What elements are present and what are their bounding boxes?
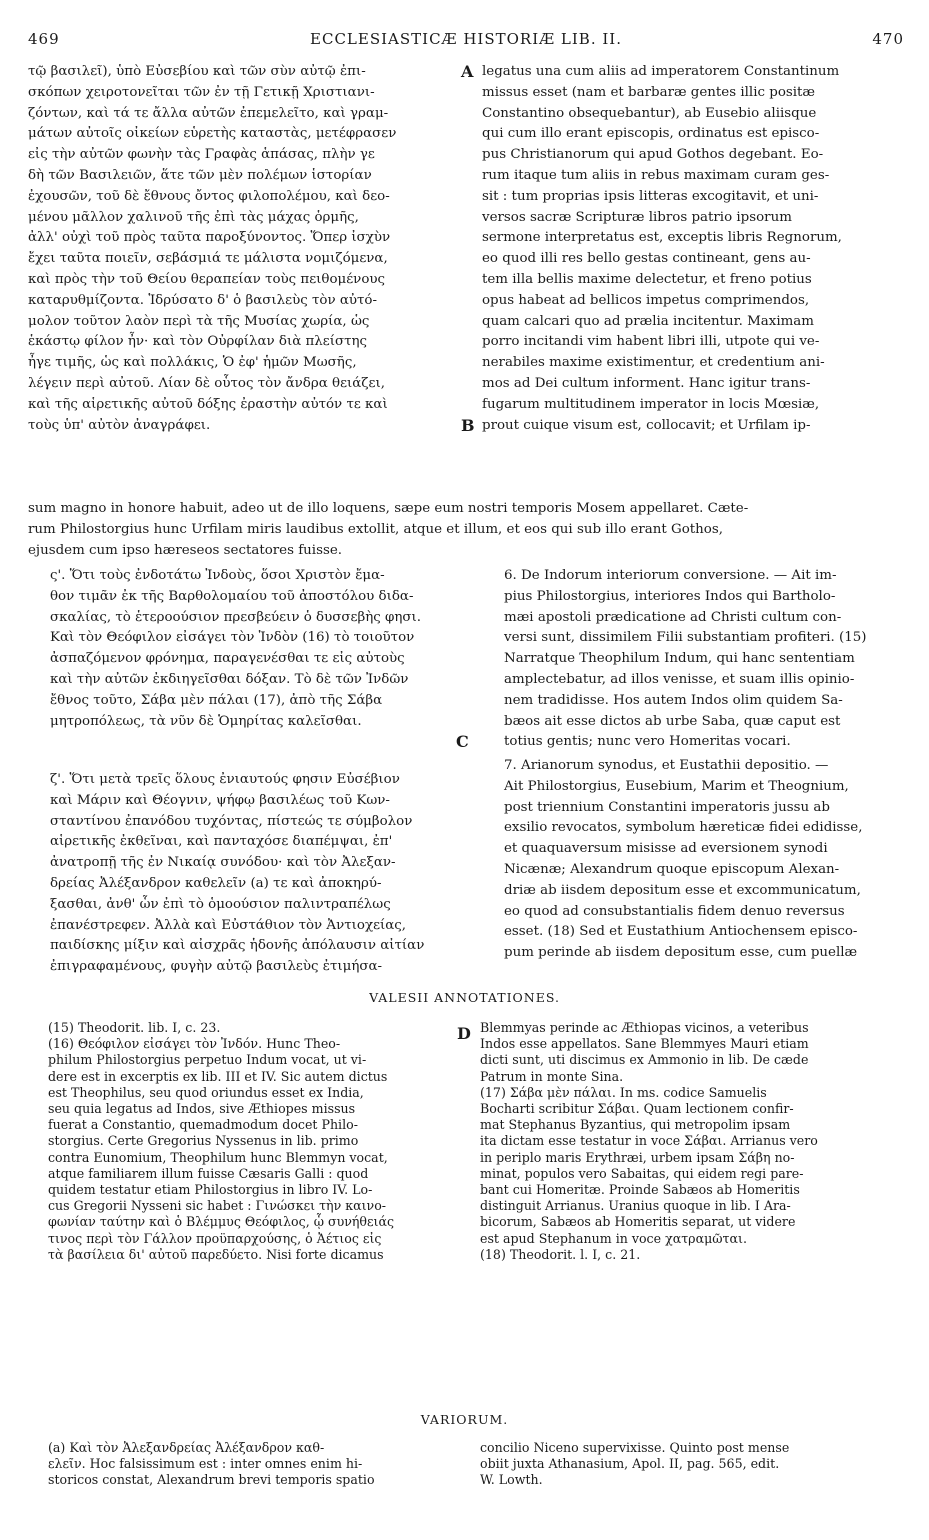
text-line: nem tradidisse. Hos autem Indos olim quidem Sa- — [504, 692, 843, 708]
text-line: dere est in excerptis ex lib. III et IV. Sic autem dictus — [48, 1068, 388, 1084]
text-line: sermone interpretatus est, exceptis libris Regnorum, — [482, 230, 842, 246]
text-line: dicti sunt, uti discimus ex Ammonio in lib. De cæde — [480, 1052, 809, 1068]
page-number-right: 470 — [872, 30, 904, 48]
text-line: rum Philostorgius hunc Urfilam miris laudibus extollit, atque et illum, et eos qui sub illo erant Gothos, — [28, 521, 723, 537]
text-line: αἱρετικῆς ἐκθεῖναι, καὶ πανταχόσε διαπέμψαι, ἐπ' — [50, 834, 393, 850]
text-line: est apud Stephanum in voce χατραμῶται. — [480, 1230, 747, 1246]
text-line: et quaquaversum misisse ad eversionem synodi — [504, 841, 828, 857]
text-line: Καὶ τὸν Θεόφιλον εἰσάγει τὸν Ἰνδὸν (16) τὸ τοιοῦτον — [50, 630, 415, 646]
margin-letter-d: D — [457, 1024, 471, 1043]
text-line: Indos esse appellatos. Sane Blemmyes Mauri etiam — [480, 1036, 809, 1052]
text-line: quidem testatur etiam Philostorgius in libro IV. Lo- — [48, 1182, 373, 1198]
text-line: prout cuique visum est, collocavit; et Urfilam ip- — [482, 417, 811, 433]
text-line: δὴ τῶν Βασιλειῶν, ἅτε τῶν μὲν πολέμων ἱστορίαν — [28, 167, 372, 183]
text-line: fugarum multitudinem imperator in locis Mœsiæ, — [482, 396, 820, 412]
text-line: (17) Σάβα μὲν πάλαι. In ms. codice Samuelis — [480, 1084, 767, 1100]
text-line: W. Lowth. — [480, 1472, 543, 1488]
text-line: ἀσπαζόμενον φρόνημα, παραγενέσθαι τε εἰς αὐτοὺς — [50, 651, 405, 667]
text-line: versos sacræ Scripturæ libros patrio ipsorum — [482, 209, 792, 225]
text-line: σκαλίας, τὸ ἑτεροούσιον πρεσβεύειν ὁ δυσσεβὴς φησι. — [50, 609, 422, 625]
text-line: pus Christianorum qui apud Gothos degebant. Eo- — [482, 147, 824, 163]
text-line: 7. Arianorum synodus, et Eustathii depositio. — — [504, 758, 829, 773]
text-line: σκόπων χειροτονεῖται τῶν ἐν τῇ Γετικῇ Χριστιανι- — [28, 84, 375, 100]
text-line: cus Gregorii Nysseni sic habet : Γινώσκει τὴν καινο- — [48, 1198, 387, 1214]
greek-column-top — [28, 62, 456, 436]
text-line: exsilio revocatos, symbolum hæreticæ fidei edidisse, — [504, 820, 863, 836]
text-line: τινος περὶ τὸν Γάλλον προϋπαρχούσης, ὁ Ἀέτιος εἰς — [48, 1230, 382, 1246]
text-line: versi sunt, dissimilem Filii substantiam profiteri. (15) — [504, 630, 867, 646]
text-line: καταρυθμίζοντα. Ἱδρύσατο δ' ὁ βασιλεὺς τὸν αὐτό- — [28, 292, 378, 308]
text-line: Nicænæ; Alexandrum quoque episcopum Alexan- — [504, 861, 840, 877]
text-line: concilio Niceno supervixisse. Quinto post mense — [480, 1440, 790, 1455]
text-line: καὶ πρὸς τὴν τοῦ Θείου θεραπείαν τοὺς πειθομένους — [28, 271, 386, 287]
greek-section-7 — [28, 770, 456, 978]
text-line: pum perinde ab iisdem depositum esse, cum puellæ — [504, 945, 858, 961]
text-line: μάτων αὐτοῖς οἰκείων εὑρετὴς καταστὰς, μετέφρασεν — [28, 126, 397, 142]
text-line: ξασθαι, ἀνθ' ὧν ἐπὶ τὸ ὁμοούσιον παλιντραπέλως — [50, 896, 391, 912]
text-line: ejusdem cum ipso hæreseos sectatores fuisse. — [28, 542, 343, 558]
text-line: sit : tum proprias ipsis litteras excogitavit, et uni- — [482, 188, 819, 204]
text-line: λέγειν περὶ αὐτοῦ. Λίαν δὲ οὗτος τὸν ἄνδρα θειάζει, — [28, 375, 386, 391]
text-line: Ait Philostorgius, Eusebium, Marim et Theognium, — [504, 778, 849, 794]
latin-section-7 — [482, 756, 904, 964]
text-line: ἦγε τιμῆς, ὡς καὶ πολλάκις, Ὁ ἐφ' ἡμῶν Μωσῆς, — [28, 355, 357, 371]
text-line: Patrum in monte Sina. — [480, 1068, 624, 1084]
text-line: sum magno in honore habuit, adeo ut de illo loquens, sæpe eum nostri temporis Mosem appellaret. Cæte- — [28, 501, 749, 516]
text-line: mat Stephanus Byzantius, qui metropolim ipsam — [480, 1117, 791, 1133]
text-line: (15) Theodorit. lib. I, c. 23. — [48, 1020, 221, 1035]
variorum-heading: VARIORUM. — [420, 1412, 509, 1427]
text-line: seu quia legatus ad Indos, sive Æthiopes missus — [48, 1101, 356, 1117]
text-line: philum Philostorgius perpetuo Indum vocat, ut vi- — [48, 1052, 367, 1068]
text-line: est Theophilus, seu quod oriundus esset ex India, — [48, 1084, 364, 1100]
text-line: ἐπανέστρεφεν. Ἀλλὰ καὶ Εὐστάθιον τὸν Ἀντιοχείας, — [50, 917, 407, 933]
text-line: εἰς τὴν αὐτῶν φωνὴν τὰς Γραφὰς ἁπάσας, πλὴν γε — [28, 147, 375, 163]
variorum-left-column — [48, 1440, 454, 1489]
text-line: μένου μᾶλλον χαλινοῦ τῆς ἐπὶ τὰς μάχας ὁρμῆς, — [28, 209, 359, 225]
text-line: σταντίνου ἐπανόδου τυχόντας, πίστεώς τε σύμβολον — [50, 813, 413, 829]
latin-section-6 — [482, 566, 904, 753]
text-line: tem illa bellis maxime delectetur, et freno potius — [482, 271, 812, 287]
full-width-paragraph — [28, 499, 904, 561]
text-line: μολον τοῦτον λαὸν περὶ τὰ τῆς Μυσίας χωρία, ὡς — [28, 313, 370, 329]
margin-letter-a: A — [461, 62, 474, 81]
text-line: καὶ τὴν αὐτῶν ἐκδιηγεῖσθαι δόξαν. Τὸ δὲ τῶν Ἰνδῶν — [50, 671, 409, 687]
text-line: ἑκάστῳ φίλον ἦν· καὶ τὸν Οὐρφίλαν διὰ πλείστης — [28, 334, 368, 350]
text-line: καὶ Μάριν καὶ Θέογνιν, ψήφῳ βασιλέως τοῦ Κων- — [50, 792, 390, 808]
text-line: totius gentis; nunc vero Homeritas vocari. — [504, 734, 791, 750]
text-line: pius Philostorgius, interiores Indos qui Bartholo- — [504, 588, 836, 604]
text-line: (a) Καὶ τὸν Ἀλεξανδρείας Ἀλέξανδρον καθ- — [48, 1440, 325, 1455]
text-line: καὶ τῆς αἱρετικῆς αὐτοῦ δόξης ἐραστὴν αὐτόν τε καὶ — [28, 396, 388, 412]
text-line: bant cui Homeritæ. Proinde Sabæos ab Homeritis — [480, 1182, 800, 1198]
text-line: porro incitandi vim habent libri illi, utpote qui ve- — [482, 334, 820, 350]
text-line: post triennium Constantini imperatoris jussu ab — [504, 799, 830, 815]
text-line: legatus una cum aliis ad imperatorem Constantinum — [482, 64, 840, 79]
annotations-heading: VALESII ANNOTATIONES. — [369, 990, 560, 1005]
text-line: driæ ab iisdem depositum esse et excommunicatum, — [504, 882, 861, 898]
text-line: distinguit Arrianus. Uranius quoque in lib. I Ara- — [480, 1198, 791, 1214]
text-line: δρείας Ἀλέξανδρον καθελεῖν (a) τε καὶ ἀποκηρύ- — [50, 875, 382, 891]
text-line: eo quod illi res bello gestas contineant, gens au- — [482, 251, 811, 267]
annotations-right-column — [480, 1020, 904, 1263]
text-line: θον τιμᾶν ἐκ τῆς Βαρθολομαίου τοῦ ἀποστόλου διδα- — [50, 588, 414, 604]
text-line: bicorum, Sabæos ab Homeritis separat, ut videre — [480, 1214, 796, 1230]
text-line: ελεῖν. Hoc falsissimum est : inter omnes enim hi- — [48, 1456, 363, 1472]
greek-section-6 — [28, 566, 456, 732]
text-line: eo quod ad consubstantialis fidem denuo reversus — [504, 903, 845, 919]
text-line: φωνίαν ταύτην καὶ ὁ Βλέμμυς Θεόφιλος, ᾧ συνήθειάς — [48, 1214, 395, 1230]
text-line: storgius. Certe Gregorius Nyssenus in lib. primo — [48, 1133, 359, 1149]
text-line: ἐπιγραφαμένους, φυγὴν αὐτῷ βασιλεὺς ἐτιμήσα- — [50, 959, 383, 975]
text-line: ζ'. Ὅτι μετὰ τρεῖς ὅλους ἐνιαυτούς φησιν Εὐσέβιον — [50, 772, 400, 787]
text-line: ἔχει ταῦτα ποιεῖν, σεβάσμιά τε μάλιστα νομιζόμενα, — [28, 251, 388, 267]
text-line: opus habeat ad bellicos impetus comprimendos, — [482, 292, 810, 308]
text-line: fuerat a Constantio, quemadmodum docet Philo- — [48, 1117, 358, 1133]
text-line: Blemmyas perinde ac Æthiopas vicinos, a veteribus — [480, 1020, 809, 1035]
text-line: τοὺς ὑπ' αὐτὸν ἀναγράφει. — [28, 417, 211, 433]
latin-column-top — [482, 62, 904, 436]
text-line: ἀλλ' οὐχὶ τοῦ πρὸς ταῦτα παροξύνοντος. Ὅπερ ἰσχὺν — [28, 230, 391, 246]
text-line: (18) Theodorit. l. I, c. 21. — [480, 1246, 641, 1262]
text-line: Bocharti scribitur Σάβαι. Quam lectionem confir- — [480, 1101, 794, 1117]
text-line: τὰ βασίλεια δι' αὐτοῦ παρεδύετο. Nisi forte dicamus — [48, 1246, 384, 1262]
text-line: τῷ βασιλεῖ), ὑπὸ Εὐσεβίου καὶ τῶν σὺν αὐτῷ ἐπι- — [28, 64, 366, 79]
text-line: ζόντων, καὶ τά τε ἄλλα αὐτῶν ἐπεμελεῖτο, καὶ γραμ- — [28, 105, 389, 121]
text-line: mæi apostoli prædicatione ad Christi cultum con- — [504, 609, 842, 625]
text-line: μητροπόλεως, τὰ νῦν δὲ Ὁμηρίτας καλεῖσθαι. — [50, 713, 362, 729]
text-line: quam calcari quo ad prælia incitentur. Maximam — [482, 313, 814, 329]
text-line: atque familiarem illum fuisse Cæsaris Galli : quod — [48, 1165, 369, 1181]
text-line: ἐχουσῶν, τοῦ δὲ ἔθνους ὄντος φιλοπολέμου, καὶ δεο- — [28, 188, 390, 204]
variorum-right-column — [480, 1440, 904, 1489]
text-line: ἔθνος τοῦτο, Σάβα μὲν πάλαι (17), ἀπὸ τῆς Σάβα — [50, 692, 383, 708]
text-line: bæos ait esse dictos ab urbe Saba, quæ caput est — [504, 713, 841, 729]
text-line: storicos constat, Alexandrum brevi temporis spatio — [48, 1472, 375, 1488]
text-line: Constantino obsequebantur), ab Eusebio aliisque — [482, 105, 817, 121]
text-line: in periplo maris Erythræi, urbem ipsam Σάβη no- — [480, 1149, 795, 1165]
text-line: mos ad Dei cultum informent. Hanc igitur trans- — [482, 375, 811, 391]
text-line: missus esset (nam et barbaræ gentes illic positæ — [482, 84, 816, 100]
text-line: ita dictam esse testatur in voce Σάβαι. Arrianus vero — [480, 1133, 818, 1149]
text-line: Narratque Theophilum Indum, qui hanc sententiam — [504, 651, 855, 667]
running-header — [28, 30, 904, 54]
text-line: (16) Θεόφιλον εἰσάγει τὸν Ἰνδόν. Hunc Theo- — [48, 1036, 341, 1052]
text-line: qui cum illo erant episcopis, ordinatus est episco- — [482, 126, 820, 142]
text-line: esset. (18) Sed et Eustathium Antiochensem episco- — [504, 924, 858, 940]
running-title: ECCLESIASTICÆ HISTORIÆ LIB. II. — [310, 30, 622, 48]
text-line: ς'. Ὅτι τοὺς ἐνδοτάτω Ἰνδοὺς, ὅσοι Χριστὸν ἔμα- — [50, 568, 385, 583]
text-line: contra Eunomium, Theophilum hunc Blemmyn vocat, — [48, 1149, 388, 1165]
margin-letter-b: B — [461, 416, 475, 435]
text-line: minat, populos vero Sabaitas, qui eidem regi pare- — [480, 1165, 804, 1181]
text-line: amplectebatur, ad illos venisse, et suam illis opinio- — [504, 671, 855, 687]
margin-letter-c: C — [456, 732, 469, 751]
text-line: rum itaque tum aliis in rebus maximam curam ges- — [482, 167, 830, 183]
text-line: ἀνατροπῇ τῆς ἐν Νικαίᾳ συνόδου· καὶ τὸν Ἀλεξαν- — [50, 855, 396, 871]
annotations-left-column — [48, 1020, 454, 1263]
text-line: παιδίσκης μίξιν καὶ αἰσχρᾶς ἡδονῆς ἀπόλαυσιν αἰτίαν — [50, 938, 425, 954]
page-number-left: 469 — [28, 30, 60, 48]
text-line: nerabiles maxime existimentur, et credentium ani- — [482, 355, 825, 371]
text-line: obiit juxta Athanasium, Apol. II, pag. 565, edit. — [480, 1456, 780, 1472]
text-line: 6. De Indorum interiorum conversione. — Ait im- — [504, 568, 837, 583]
